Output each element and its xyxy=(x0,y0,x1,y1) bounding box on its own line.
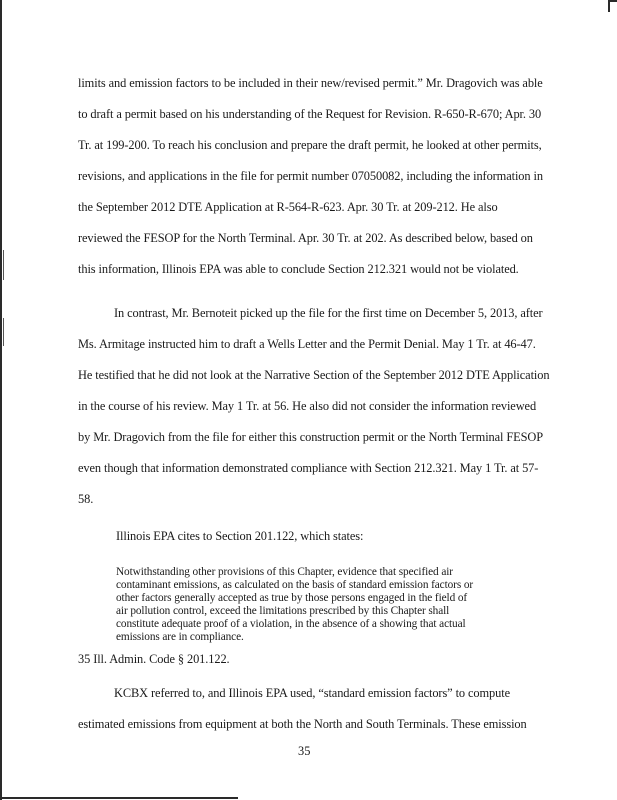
body-line: the September 2012 DTE Application at R-564-R-623. Apr. 30 Tr. at 209-212. He also xyxy=(78,200,498,214)
block-quote-line: constitute adequate proof of a violation, in the absence of a showing that actual xyxy=(116,618,466,630)
body-line: Ms. Armitage instructed him to draft a Wells Letter and the Permit Denial. May 1 Tr. at 46-47. xyxy=(78,337,536,351)
body-line: in the course of his review. May 1 Tr. at 56. He also did not consider the information reviewed xyxy=(78,399,537,413)
block-quote-line: air pollution control, exceed the limitations prescribed by this Chapter shall xyxy=(116,605,450,617)
body-line: He testified that he did not look at the Narrative Section of the September 2012 DTE Application xyxy=(78,368,550,382)
body-line: KCBX referred to, and Illinois EPA used, “standard emission factors” to compute xyxy=(114,686,510,700)
body-line: Tr. at 199-200. To reach his conclusion and prepare the draft permit, he looked at other permits, xyxy=(78,138,542,152)
body-line: Illinois EPA cites to Section 201.122, which states: xyxy=(116,529,364,543)
body-line: In contrast, Mr. Bernoteit picked up the file for the first time on December 5, 2013, after xyxy=(114,306,543,320)
bottom-border-line xyxy=(0,797,238,799)
body-line: 58. xyxy=(78,492,94,506)
body-line: revisions, and applications in the file for permit number 07050082, including the information in xyxy=(78,169,543,183)
body-line: by Mr. Dragovich from the file for either this construction permit or the North Terminal FESOP xyxy=(78,430,544,444)
body-line: to draft a permit based on his understanding of the Request for Revision. R-650-R-670; Apr. 30 xyxy=(78,107,542,121)
left-border-line xyxy=(0,0,2,800)
body-line: even though that information demonstrated compliance with Section 212.321. May 1 Tr. at 57- xyxy=(78,461,539,475)
body-line: this information, Illinois EPA was able to conclude Section 212.321 would not be violated. xyxy=(78,262,519,276)
block-quote-line: emissions are in compliance. xyxy=(116,631,244,643)
body-line: limits and emission factors to be included in their new/revised permit.” Mr. Dragovich was able xyxy=(78,76,543,90)
block-quote-line: contaminant emissions, as calculated on the basis of standard emission factors or xyxy=(116,579,474,591)
block-quote-line: other factors generally accepted as true by those persons engaged in the field of xyxy=(116,592,468,604)
margin-mark xyxy=(3,250,4,280)
top-right-corner-line xyxy=(608,0,617,2)
margin-mark xyxy=(3,318,4,346)
body-line: reviewed the FESOP for the North Terminal. Apr. 30 Tr. at 202. As described below, based on xyxy=(78,231,533,245)
citation: 35 Ill. Admin. Code § 201.122. xyxy=(78,652,230,666)
block-quote-line: Notwithstanding other provisions of this Chapter, evidence that specified air xyxy=(116,566,453,578)
body-line: estimated emissions from equipment at both the North and South Terminals. These emission xyxy=(78,717,527,731)
page-number: 35 xyxy=(298,744,311,758)
